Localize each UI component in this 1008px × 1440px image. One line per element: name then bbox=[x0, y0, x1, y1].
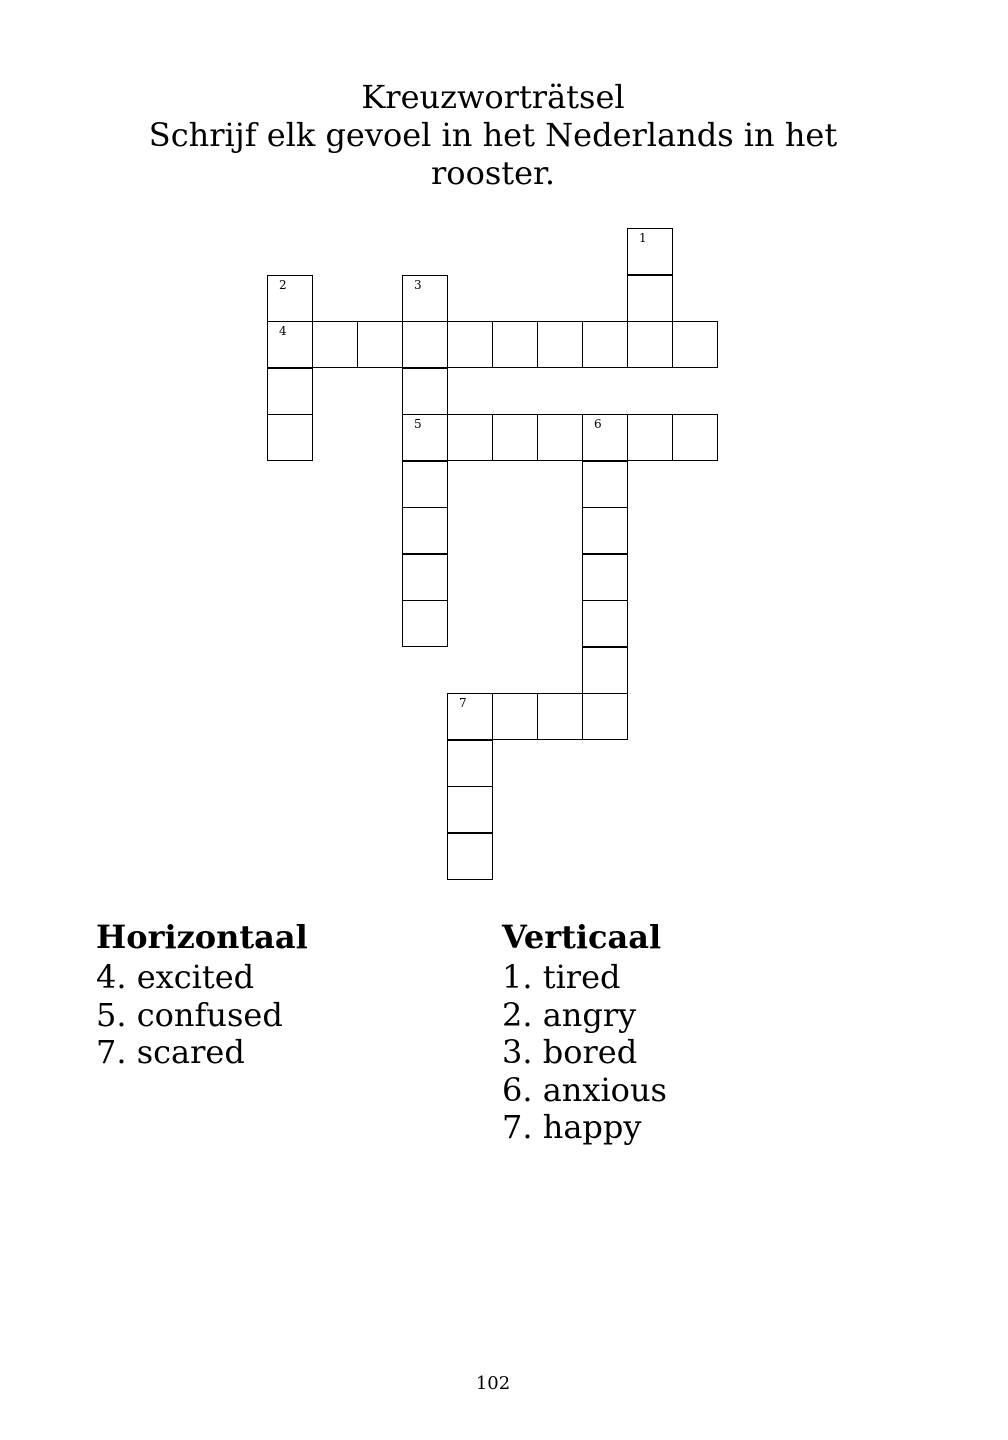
grid-cell[interactable] bbox=[582, 647, 628, 694]
clue-number: 4 bbox=[279, 324, 287, 338]
grid-cell[interactable] bbox=[447, 693, 493, 740]
grid-cell[interactable] bbox=[492, 321, 538, 368]
clue-number: 5 bbox=[414, 417, 422, 431]
clue-number: 7 bbox=[459, 696, 467, 710]
clue-down-3: 3. bored bbox=[502, 1033, 638, 1071]
grid-cell[interactable] bbox=[312, 321, 358, 368]
clue-number: 6 bbox=[594, 417, 602, 431]
grid-cell[interactable] bbox=[402, 554, 448, 601]
grid-cell[interactable] bbox=[402, 368, 448, 415]
clue-down-1: 1. tired bbox=[502, 958, 621, 996]
grid-cell[interactable] bbox=[402, 321, 448, 368]
grid-cell[interactable] bbox=[267, 321, 313, 368]
clue-across-7: 7. scared bbox=[96, 1033, 245, 1071]
grid-cell[interactable] bbox=[582, 414, 628, 461]
grid-cell[interactable] bbox=[402, 414, 448, 461]
clue-across-5: 5. confused bbox=[96, 995, 283, 1034]
across-clues bbox=[96, 917, 308, 1072]
grid-cell[interactable] bbox=[627, 228, 673, 275]
across-heading: Horizontaal bbox=[96, 918, 308, 956]
clue-down-6: 6. anxious bbox=[502, 1070, 667, 1109]
grid-cell[interactable] bbox=[537, 321, 583, 368]
grid-cell[interactable] bbox=[447, 321, 493, 368]
grid-cell[interactable] bbox=[447, 414, 493, 461]
grid-cell[interactable] bbox=[537, 693, 583, 740]
grid-cell[interactable] bbox=[402, 600, 448, 647]
grid-cell[interactable] bbox=[402, 507, 448, 554]
grid-cell[interactable] bbox=[447, 740, 493, 787]
grid-cell[interactable] bbox=[672, 321, 718, 368]
down-clues bbox=[502, 917, 667, 1147]
grid-cell[interactable] bbox=[627, 275, 673, 322]
grid-cell[interactable] bbox=[492, 414, 538, 461]
grid-cell[interactable] bbox=[582, 600, 628, 647]
grid-cell[interactable] bbox=[402, 461, 448, 508]
grid-cell[interactable] bbox=[627, 321, 673, 368]
clue-across-4: 4. excited bbox=[96, 958, 255, 996]
grid-cell[interactable] bbox=[582, 461, 628, 508]
grid-cell[interactable] bbox=[672, 414, 718, 461]
grid-cell[interactable] bbox=[447, 833, 493, 880]
grid-cell[interactable] bbox=[267, 368, 313, 415]
grid-cell[interactable] bbox=[582, 507, 628, 554]
grid-cell[interactable] bbox=[267, 275, 313, 322]
grid-cell[interactable] bbox=[267, 414, 313, 461]
page-number: 102 bbox=[475, 1373, 511, 1394]
grid-cell[interactable] bbox=[582, 321, 628, 368]
grid-cell[interactable] bbox=[447, 786, 493, 833]
instructions: Schrijf elk gevoel in het Nederlands in het rooster. bbox=[148, 116, 838, 192]
clue-number: 2 bbox=[279, 277, 287, 292]
grid-cell[interactable] bbox=[627, 414, 673, 461]
grid-cell[interactable] bbox=[582, 554, 628, 601]
grid-cell[interactable] bbox=[492, 693, 538, 740]
down-heading: Verticaal bbox=[502, 918, 662, 956]
clue-down-7: 7. happy bbox=[502, 1108, 642, 1146]
grid-cell[interactable] bbox=[402, 275, 448, 322]
grid-cell[interactable] bbox=[357, 321, 403, 368]
grid-cell[interactable] bbox=[582, 693, 628, 740]
clue-number: 3 bbox=[414, 277, 422, 292]
grid-cell[interactable] bbox=[537, 414, 583, 461]
clue-number: 1 bbox=[639, 231, 647, 245]
page-title: Kreuzworträtsel bbox=[361, 78, 625, 116]
clue-down-2: 2. angry bbox=[502, 995, 637, 1034]
